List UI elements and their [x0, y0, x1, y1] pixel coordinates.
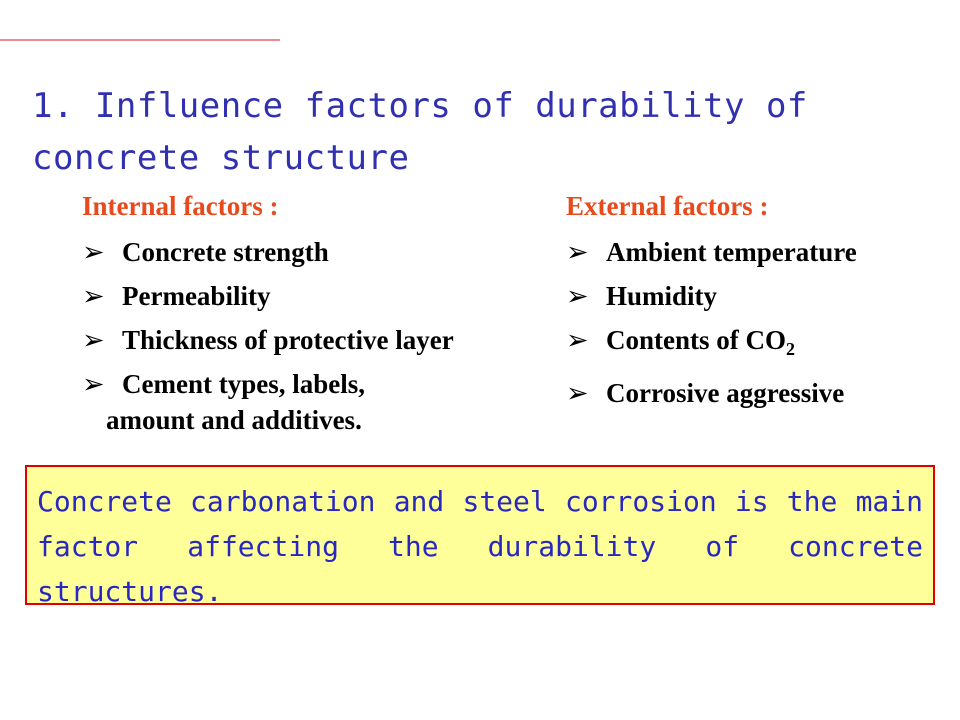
external-factors-heading: External factors : [566, 191, 769, 221]
internal-factors-heading: Internal factors : [82, 191, 279, 221]
list-item [566, 234, 946, 270]
slide-title: 1. Influence factors of durability of concrete structure [32, 86, 808, 178]
list-item [82, 366, 542, 438]
list-item-text [106, 366, 542, 438]
arrowhead-bullet-icon: ➢ [566, 237, 589, 267]
list-item [82, 278, 542, 314]
arrowhead-bullet-icon: ➢ [82, 325, 105, 355]
internal-factors-list [82, 234, 542, 438]
list-item-text: Permeability [122, 281, 271, 311]
arrowhead-bullet-icon: ➢ [82, 369, 105, 399]
list-item [566, 375, 946, 411]
list-item [82, 234, 542, 270]
list-item-text: Ambient temperature [606, 237, 857, 267]
conclusion-callout [25, 465, 935, 608]
internal-factors-column [82, 186, 542, 438]
list-item-text-line: Cement types, labels, [122, 369, 365, 399]
arrowhead-bullet-icon: ➢ [566, 281, 589, 311]
list-item [566, 322, 946, 367]
callout-text: Concrete carbonation and steel corrosion is the main factor affecting the durability of concrete structures. [37, 485, 923, 608]
list-item-text: Humidity [606, 281, 718, 311]
list-item-continuation: amount and additives. [106, 405, 362, 435]
external-factors-list [566, 234, 946, 411]
list-item-text: Thickness of protective layer [122, 325, 454, 355]
list-item-text: Corrosive aggressive [606, 378, 845, 408]
arrowhead-bullet-icon: ➢ [566, 325, 589, 355]
external-factors-column [566, 186, 946, 411]
list-item-text: Concrete strength [122, 237, 329, 267]
list-item [566, 278, 946, 314]
co2-subscript: 2 [786, 339, 795, 359]
top-decorative-rule [0, 39, 280, 41]
arrowhead-bullet-icon: ➢ [82, 281, 105, 311]
arrowhead-bullet-icon: ➢ [82, 237, 105, 267]
list-item-text [606, 322, 946, 367]
list-item [82, 322, 542, 358]
arrowhead-bullet-icon: ➢ [566, 378, 589, 408]
list-item-text-main: Contents of CO [606, 325, 786, 355]
